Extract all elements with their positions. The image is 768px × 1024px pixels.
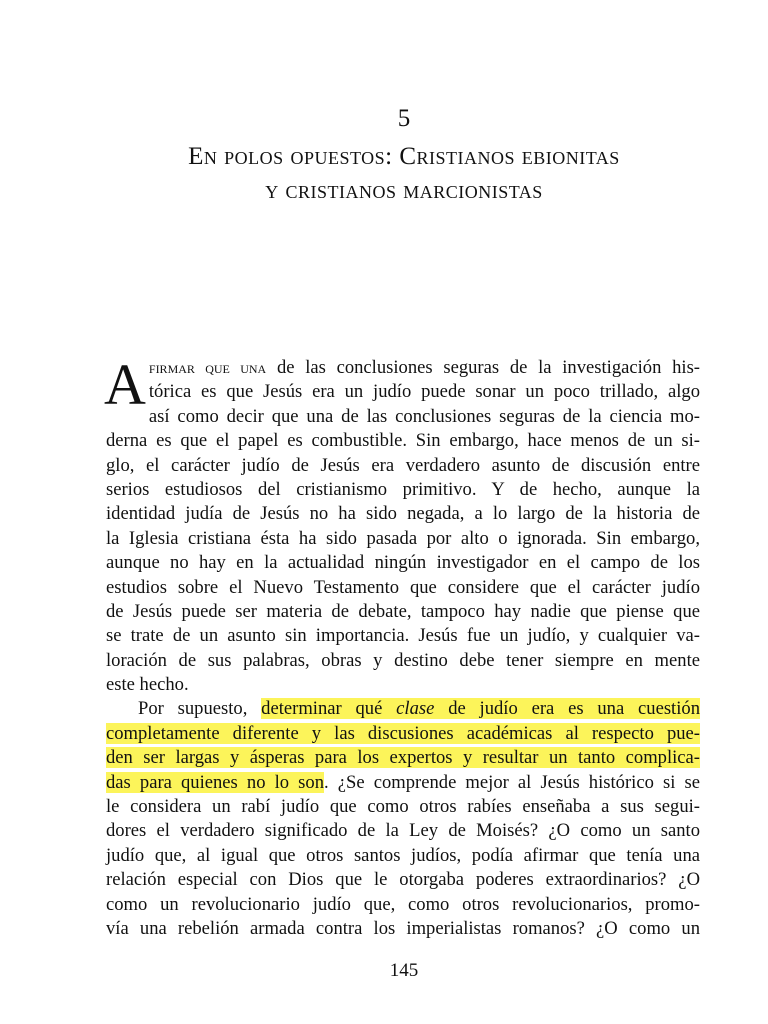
text-line: le considera un rabí judío que como otros rabíes enseñaba a sus segui- [106, 796, 700, 818]
text-line: identidad judía de Jesús no ha sido negada, a lo largo de la historia de [106, 503, 700, 525]
text-line: serios estudiosos del cristianismo primitivo. Y de hecho, aunque la [106, 478, 700, 500]
text-line: loración de sus palabras, obras y destino debe tener siempre en mente [106, 649, 700, 671]
text-line: relación especial con Dios que le otorgaba poderes extraordinarios? ¿O [106, 869, 700, 891]
text-line: como un revolucionario judío que, como otros revolucionarios, promo- [106, 893, 700, 915]
highlight: den ser largas y ásperas para los expertos y resultar un tanto complica- [106, 747, 700, 769]
text-fragment: de las conclusiones seguras de la investigación his- [266, 357, 700, 378]
text-line [106, 697, 700, 721]
emphasis: clase [396, 698, 435, 720]
text-line: judío que, al igual que otros santos judíos, podía afirmar que tenía una [106, 844, 700, 866]
text-line: estudios sobre el Nuevo Testamento que considere que el carácter judío [106, 576, 700, 598]
chapter-title-line: y cristianos marcionistas [265, 177, 543, 204]
text-line: tórica es que Jesús era un judío puede sonar un poco trillado, algo [148, 381, 700, 403]
chapter-title-line: En polos opuestos: Cristianos ebionitas [188, 143, 620, 170]
text-line [106, 356, 700, 380]
text-line: vía una rebelión armada contra los imperialistas romanos? ¿O como un [106, 917, 700, 939]
text-line [106, 771, 700, 795]
text-line: se trate de un asunto sin importancia. Jesús fue un judío, y cualquier va- [106, 625, 700, 647]
page-number: 145 [389, 960, 419, 981]
text-line: aunque no hay en la actualidad ningún investigador en el campo de los [106, 552, 700, 574]
text-line [106, 722, 700, 746]
text-fragment: Por supuesto, [138, 698, 262, 720]
chapter-number: 5 [397, 105, 411, 132]
chapter-title [0, 140, 768, 208]
text-line: de Jesús puede ser materia de debate, tampoco hay nadie que piense que [106, 600, 700, 622]
text-fragment: . ¿Se comprende mejor al Jesús histórico si se [324, 771, 700, 793]
highlight: determinar qué clase de judío era es una cuestión [261, 698, 700, 720]
highlight: completamente diferente y las discusiones académicas al respecto pue- [106, 722, 700, 744]
drop-cap: A [104, 352, 146, 417]
text-line: así como decir que una de las conclusiones seguras de la ciencia mo- [148, 405, 700, 427]
text-line: dores el verdadero significado de la Ley de Moisés? ¿O como un santo [106, 820, 700, 842]
highlight: das para quienes no lo son [106, 771, 325, 793]
text-line: derna es que el papel es combustible. Sin embargo, hace menos de un si- [106, 430, 700, 452]
text-line: glo, el carácter judío de Jesús era verdadero asunto de discusión entre [106, 454, 700, 476]
text-line: la Iglesia cristiana ésta ha sido pasada por alto o ignorada. Sin embargo, [106, 527, 700, 549]
text-line [106, 746, 700, 770]
small-caps-lead: firmar que una [148, 358, 267, 377]
text-line: este hecho. [106, 674, 189, 696]
body-text [104, 352, 700, 941]
